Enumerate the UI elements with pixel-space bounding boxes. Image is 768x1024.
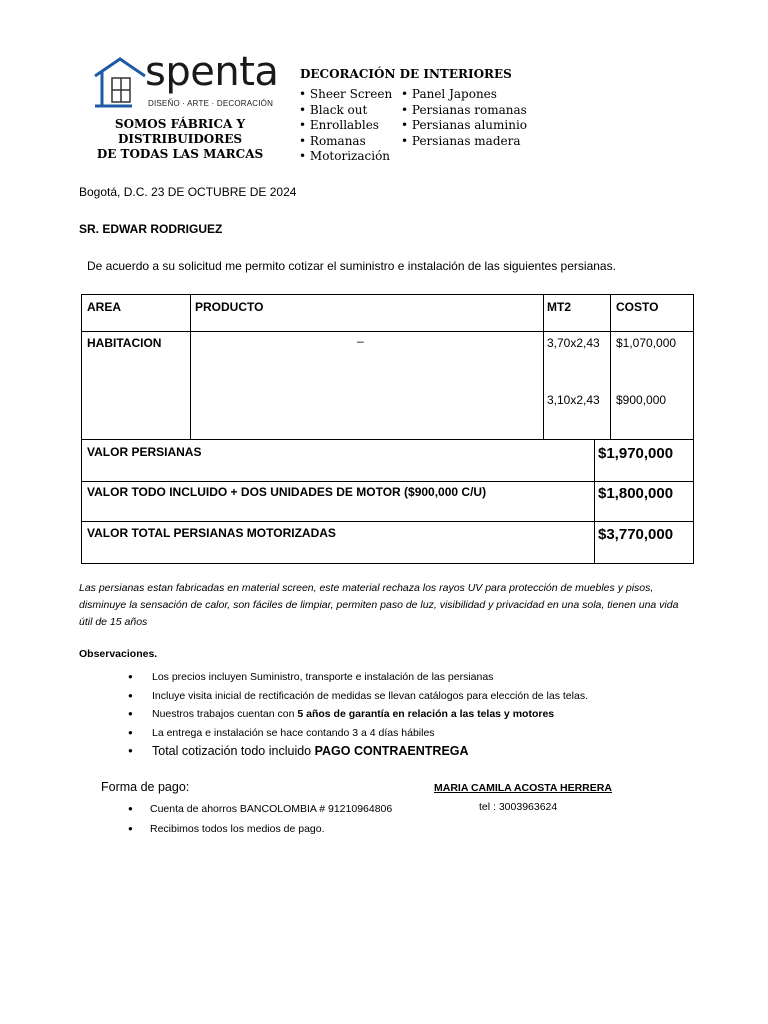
header-area: AREA [87, 300, 122, 314]
product-note: Las persianas estan fabricadas en material screen, este material rechaza los rayos UV para protección de muebles y pisos, disminuye la sensación de calor, son fáciles de limpiar, permiten paso de luz, visibilidad y privacidad en una sola, tienen una vida útil de 15 años [79, 582, 679, 628]
services-list-1 [299, 87, 392, 165]
payment-title: Forma de pago: [101, 780, 190, 794]
service-item: • Romanas [299, 134, 392, 150]
list-item: ● Los precios incluyen Suministro, transporte e instalación de las persianas [128, 668, 588, 687]
payment-list [128, 800, 392, 840]
service-item: • Panel Japones [401, 87, 527, 103]
logo-tagline: DISEÑO · ARTE · DECORACIÓN [148, 99, 274, 108]
total-value: $1,970,000 [598, 445, 674, 462]
slogan-line: DISTRIBUIDORES [117, 132, 243, 146]
cell-mt2: 3,70x2,43 [547, 336, 600, 350]
total-label: VALOR TOTAL PERSIANAS MOTORIZADAS [87, 526, 336, 540]
cell-mt2: 3,10x2,43 [547, 393, 600, 407]
service-item: • Sheer Screen [299, 87, 392, 103]
total-value: $3,770,000 [598, 526, 674, 543]
slogan [90, 117, 270, 162]
service-item: • Motorización [299, 149, 392, 165]
quote-table [81, 294, 694, 564]
service-item: • Enrollables [299, 118, 392, 134]
list-item: ● Recibimos todos los medios de pago. [128, 820, 392, 840]
document-date: Bogotá, D.C. 23 DE OCTUBRE DE 2024 [79, 185, 297, 199]
header-mt2: MT2 [547, 300, 571, 314]
observations-list [128, 668, 588, 761]
total-value: $1,800,000 [598, 485, 674, 502]
seller-phone: tel : 3003963624 [479, 801, 558, 813]
header-producto: PRODUCTO [195, 300, 264, 314]
cell-producto: – [357, 334, 364, 348]
total-label: VALOR PERSIANAS [87, 445, 202, 459]
addressee: SR. EDWAR RODRIGUEZ [79, 222, 223, 236]
slogan-line: DE TODAS LAS MARCAS [96, 147, 264, 161]
service-item: • Persianas romanas [401, 103, 527, 119]
cell-costo: $1,070,000 [616, 336, 677, 350]
service-item: • Black out [299, 103, 392, 119]
list-item: ● Nuestros trabajos cuentan con 5 años de garantía en relación a las telas y motores [128, 705, 588, 724]
list-item: ● Incluye visita inicial de rectificación de medidas se llevan catálogos para elección de las telas. [128, 687, 588, 706]
slogan-line: SOMOS FÁBRICA Y [114, 117, 246, 131]
service-item: • Persianas aluminio [401, 118, 527, 134]
house-logo-icon [92, 56, 148, 108]
list-item: ● La entrega e instalación se hace contando 3 a 4 días hábiles [128, 724, 588, 743]
cell-costo: $900,000 [616, 393, 667, 407]
seller-name: MARIA CAMILA ACOSTA HERRERA [434, 782, 612, 794]
services-list-2 [401, 87, 527, 149]
logo-text: spenta [145, 49, 279, 95]
service-item: • Persianas madera [401, 134, 527, 150]
header-costo: COSTO [616, 300, 659, 314]
list-item: ● Total cotización todo incluido PAGO CONTRAENTREGA [128, 742, 588, 761]
services-title: DECORACIÓN DE INTERIORES [300, 67, 512, 81]
list-item: ● Cuenta de ahorros BANCOLOMBIA # 91210964806 [128, 800, 392, 820]
intro-text: De acuerdo a su solicitud me permito cotizar el suministro e instalación de las siguientes persianas. [87, 259, 616, 273]
cell-area: HABITACION [87, 336, 162, 350]
observations-title: Observaciones. [79, 648, 158, 660]
total-label: VALOR TODO INCLUIDO + DOS UNIDADES DE MOTOR ($900,000 C/U) [87, 485, 487, 499]
